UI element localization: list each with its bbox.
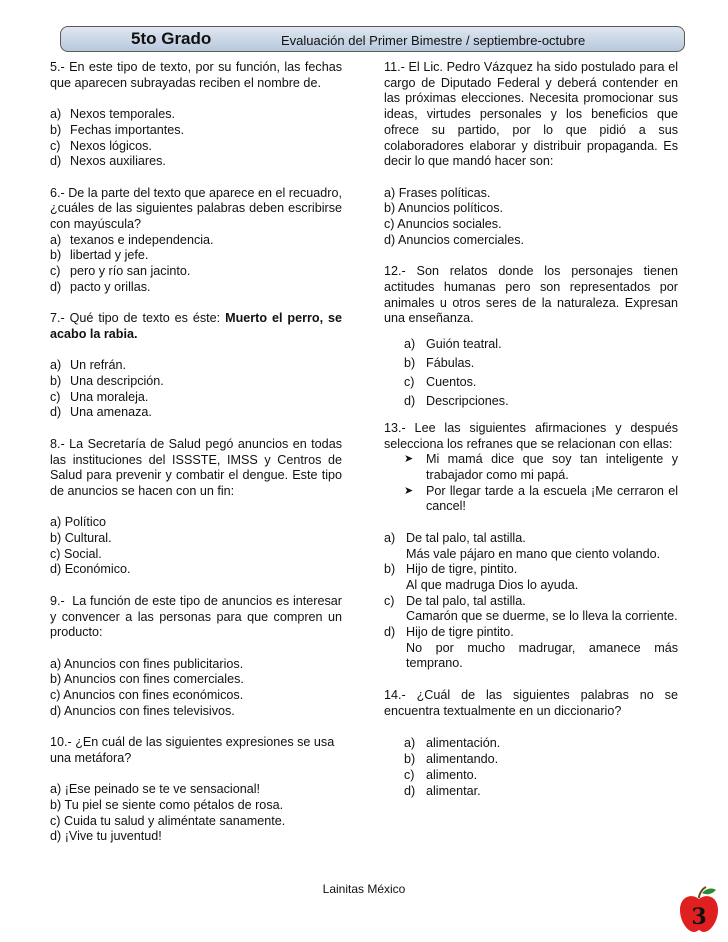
question-9 [50,593,346,720]
option[interactable]: c) Social. [50,546,102,561]
question-text: 10.- ¿En cuál de las siguientes expresiones se usa una metáfora? [50,735,335,765]
option[interactable]: d) ¡Vive tu juventud! [50,829,162,844]
option[interactable]: d) Anuncios con fines televisivos. [50,703,235,718]
option[interactable]: a) Anuncios con fines publicitarios. [50,656,244,671]
option[interactable]: d) Hijo de tigre pintito. No por mucho madrugar, amanece más temprano. [384,625,678,671]
option[interactable]: a) Un refrán. [50,358,126,373]
option[interactable]: b) Tu piel se siente como pétalos de rosa. [50,797,284,812]
option[interactable]: a) Nexos temporales. [50,107,175,122]
option[interactable]: a) Frases políticas. [384,185,491,200]
question-11 [384,60,678,248]
proverb-text: Muerto el perro, se acabo la rabia. [50,311,342,341]
option[interactable]: b) alimentando. [404,751,499,766]
option[interactable]: b) Una descripción. [50,374,164,388]
question-text: 8.- La Secretaría de Salud pegó anuncios en todas las instituciones del ISSSTE, IMSS y Centros de Salud para prevenir y combatir el dengue. Este tipo de anuncios se hacen con un fin: [50,436,342,498]
option[interactable]: a) ¡Ese peinado se te ve sensacional! [50,782,261,797]
question-text: 13.- Lee las siguientes afirmaciones y después selecciona los refranes que se relacionan con ellas: [384,420,678,451]
arrow-bullet-icon: ➤ [404,453,414,466]
option[interactable]: b) Fechas importantes. [50,122,185,137]
option[interactable]: d) Una amenaza. [50,405,152,420]
option[interactable]: c) Anuncios sociales. [384,217,502,232]
footer-credit: Lainitas México [322,882,406,896]
option[interactable]: b) Cultural. [50,531,112,545]
question-12 [384,264,678,411]
question-10 [50,735,342,845]
option[interactable]: a) alimentación. [404,735,501,750]
option[interactable]: d) Descripciones. [404,393,509,408]
question-6 [50,186,342,296]
question-text: 5.- En este tipo de texto, por su función, las fechas que aparecen subrayadas reciben el nombre de. [50,60,342,90]
option[interactable]: c) Anuncios con fines económicos. [50,688,244,702]
question-text: 11.- El Lic. Pedro Vázquez ha sido postulado para el cargo de Diputado Federal y deberá contender en las próximas elecciones. Necesita promocionar sus ideas, virtudes personales y los beneficios que ofrece su partido, por lo que pidió a sus colaboradores elaborar y distribuir propaganda. Es decir lo que mandó hacer son: [384,60,678,169]
option[interactable]: c) pero y río san jacinto. [50,264,191,279]
question-14 [384,688,678,799]
option[interactable]: c) Cuida tu salud y aliméntate sanamente. [50,813,286,828]
option[interactable]: c) alimento. [404,767,478,782]
option[interactable]: c) Cuentos. [404,374,477,389]
page-number: 3 [691,904,707,930]
left-column [50,60,346,845]
question-text: 12.- Son relatos donde los personajes tienen actitudes humanas pero son representados por animales u otros seres de la naturaleza. Expresan una enseñanza. [384,264,678,326]
question-text: 14.- ¿Cuál de las siguientes palabras no se encuentra textualmente en un diccionario? [384,687,678,718]
option[interactable]: b) libertad y jefe. [50,248,149,263]
option[interactable]: b) Fábulas. [404,355,475,370]
evaluation-title: Evaluación del Primer Bimestre / septiembre-octubre [281,33,586,48]
grade-title: 5to Grado [131,29,212,48]
right-column [384,60,678,799]
statement: ➤ Mi mamá dice que soy tan inteligente y trabajador como mi papá. [404,452,678,483]
question-text: 7.- Qué tipo de texto es éste: Muerto el perro, se acabo la rabia. [50,311,342,341]
option[interactable]: b) Hijo de tigre, pintito. Al que madruga Dios lo ayuda. [384,562,579,592]
option[interactable]: a) De tal palo, tal astilla. Más vale pájaro en mano que ciento volando. [384,530,661,561]
apple-page-number-icon [678,884,720,934]
option[interactable]: b) Anuncios políticos. [384,201,504,216]
question-7 [50,311,342,421]
option[interactable]: d) alimentar. [404,783,481,798]
question-text: 6.- De la parte del texto que aparece en el recuadro, ¿cuáles de las siguientes palabras deben escribirse con mayúscula? [50,185,342,231]
question-8 [50,437,342,578]
option[interactable]: c) Una moraleja. [50,389,149,404]
question-text: 9.- La función de este tipo de anuncios es interesar y convencer a las personas para que compren un producto: [50,593,346,640]
option[interactable]: d) pacto y orillas. [50,279,151,294]
option[interactable]: d) Anuncios comerciales. [384,232,524,247]
option[interactable]: d) Nexos auxiliares. [50,154,166,169]
question-13 [384,421,678,672]
option[interactable]: c) Nexos lógicos. [50,138,152,153]
question-5 [50,60,342,170]
option[interactable]: a) Político [50,515,106,530]
header-banner [60,26,685,52]
statement: ➤ Por llegar tarde a la escuela ¡Me cerraron el cancel! [404,483,678,514]
arrow-bullet-icon: ➤ [404,484,414,497]
option[interactable]: a) Guión teatral. [404,336,502,351]
option[interactable]: a) texanos e independencia. [50,232,214,247]
option[interactable]: c) De tal palo, tal astilla. Camarón que se duerme, se lo lleva la corriente. [384,593,678,624]
option[interactable]: b) Anuncios con fines comerciales. [50,672,244,687]
option[interactable]: d) Económico. [50,562,131,577]
